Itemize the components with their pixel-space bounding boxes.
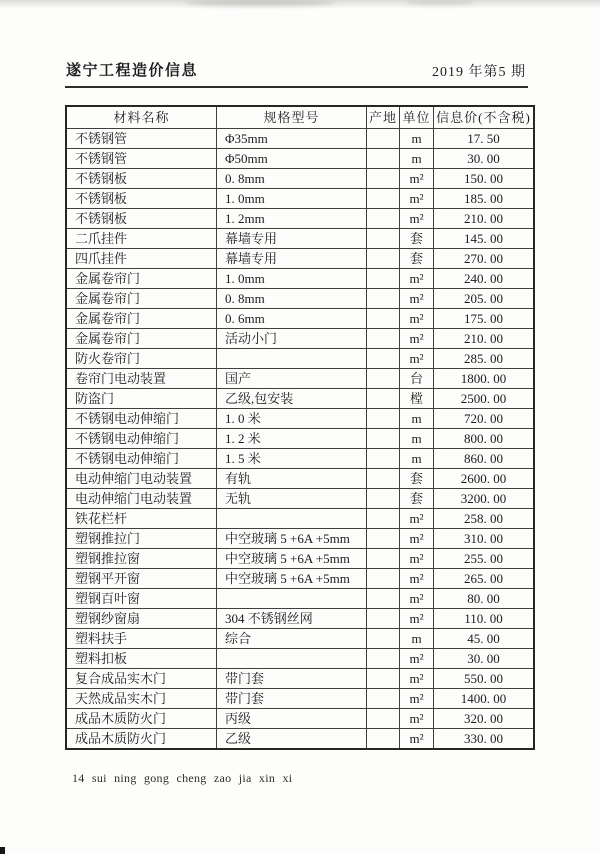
cell-price: 255. 00 — [434, 549, 535, 569]
cell-spec: 带门套 — [217, 689, 367, 709]
cell-spec: 304 不锈钢丝网 — [217, 609, 367, 629]
cell-unit: m² — [400, 189, 434, 209]
cell-origin — [367, 149, 400, 169]
cell-name: 不锈钢电动伸缩门 — [66, 409, 217, 429]
page-title: 遂宁工程造价信息 — [66, 63, 199, 79]
cell-unit: 套 — [400, 469, 434, 489]
table-row — [66, 249, 534, 269]
cell-spec: 综合 — [217, 629, 367, 649]
column-header-material-name: 材料名称 — [66, 106, 217, 129]
cell-origin — [367, 669, 400, 689]
cell-unit: m² — [400, 509, 434, 529]
table-row — [66, 409, 534, 429]
cell-origin — [367, 169, 400, 189]
cell-spec — [217, 349, 367, 369]
table-row — [66, 349, 534, 369]
cell-name: 金属卷帘门 — [66, 329, 217, 349]
column-header-unit: 单位 — [400, 106, 434, 129]
cell-origin — [367, 389, 400, 409]
issue-label: 2019 年第5 期 — [432, 65, 526, 80]
cell-spec: 中空玻璃 5 +6A +5mm — [217, 549, 367, 569]
cell-spec: 1. 2 米 — [217, 429, 367, 449]
cell-unit: m — [400, 449, 434, 469]
cell-name: 电动伸缩门电动装置 — [66, 489, 217, 509]
cell-spec: 中空玻璃 5 +6A +5mm — [217, 569, 367, 589]
cell-price: 1400. 00 — [434, 689, 535, 709]
cell-spec: 乙级 — [217, 729, 367, 750]
cell-price: 285. 00 — [434, 349, 535, 369]
cell-spec: 1. 0 米 — [217, 409, 367, 429]
material-price-table — [65, 105, 535, 750]
cell-origin — [367, 469, 400, 489]
table-row — [66, 529, 534, 549]
table-row — [66, 369, 534, 389]
cell-price: 210. 00 — [434, 209, 535, 229]
cell-unit: m² — [400, 609, 434, 629]
cell-spec: 1. 0mm — [217, 189, 367, 209]
cell-price: 2500. 00 — [434, 389, 535, 409]
cell-name: 天然成品实木门 — [66, 689, 217, 709]
cell-origin — [367, 629, 400, 649]
table-header-row — [66, 106, 534, 129]
cell-spec: 国产 — [217, 369, 367, 389]
cell-name: 不锈钢板 — [66, 169, 217, 189]
cell-origin — [367, 409, 400, 429]
cell-name: 不锈钢电动伸缩门 — [66, 449, 217, 469]
cell-spec: Φ35mm — [217, 129, 367, 149]
cell-origin — [367, 369, 400, 389]
table-body — [66, 129, 534, 750]
cell-name: 卷帘门电动装置 — [66, 369, 217, 389]
column-header-price: 信息价(不含税) — [434, 106, 535, 129]
cell-name: 金属卷帘门 — [66, 269, 217, 289]
cell-price: 720. 00 — [434, 409, 535, 429]
cell-price: 320. 00 — [434, 709, 535, 729]
cell-unit: m² — [400, 729, 434, 750]
cell-name: 塑钢推拉窗 — [66, 549, 217, 569]
table-row — [66, 269, 534, 289]
cell-unit: m² — [400, 349, 434, 369]
cell-spec: 丙级 — [217, 709, 367, 729]
cell-spec — [217, 589, 367, 609]
table-row — [66, 469, 534, 489]
cell-name: 塑钢纱窗扇 — [66, 609, 217, 629]
cell-unit: m² — [400, 669, 434, 689]
cell-spec: 带门套 — [217, 669, 367, 689]
cell-unit: m² — [400, 549, 434, 569]
cell-price: 45. 00 — [434, 629, 535, 649]
table-row — [66, 169, 534, 189]
cell-name: 电动伸缩门电动装置 — [66, 469, 217, 489]
cell-unit: m² — [400, 529, 434, 549]
cell-spec: 1. 2mm — [217, 209, 367, 229]
cell-spec: 0. 8mm — [217, 289, 367, 309]
cell-name: 二爪挂件 — [66, 229, 217, 249]
cell-price: 258. 00 — [434, 509, 535, 529]
cell-name: 塑料扶手 — [66, 629, 217, 649]
cell-name: 金属卷帘门 — [66, 309, 217, 329]
table-row — [66, 629, 534, 649]
cell-origin — [367, 509, 400, 529]
cell-spec: 0. 6mm — [217, 309, 367, 329]
cell-price: 175. 00 — [434, 309, 535, 329]
cell-unit: 台 — [400, 369, 434, 389]
cell-price: 860. 00 — [434, 449, 535, 469]
cell-origin — [367, 589, 400, 609]
cell-origin — [367, 229, 400, 249]
cell-origin — [367, 429, 400, 449]
scan-smudge — [405, 0, 475, 5]
table-row — [66, 669, 534, 689]
cell-spec: 乙级,包安装 — [217, 389, 367, 409]
table-row — [66, 569, 534, 589]
cell-origin — [367, 269, 400, 289]
cell-unit: m — [400, 129, 434, 149]
cell-name: 不锈钢管 — [66, 129, 217, 149]
cell-price: 330. 00 — [434, 729, 535, 750]
cell-name: 金属卷帘门 — [66, 289, 217, 309]
table-row — [66, 209, 534, 229]
scan-smudge — [185, 0, 335, 6]
cell-spec: 中空玻璃 5 +6A +5mm — [217, 529, 367, 549]
table-header — [66, 106, 534, 129]
cell-price: 1800. 00 — [434, 369, 535, 389]
cell-unit: 套 — [400, 229, 434, 249]
cell-origin — [367, 249, 400, 269]
cell-origin — [367, 689, 400, 709]
table-row — [66, 449, 534, 469]
table-row — [66, 609, 534, 629]
cell-name: 四爪挂件 — [66, 249, 217, 269]
cell-name: 成品木质防火门 — [66, 709, 217, 729]
header-divider — [65, 86, 528, 88]
cell-price: 30. 00 — [434, 149, 535, 169]
table-row — [66, 509, 534, 529]
table-row — [66, 389, 534, 409]
cell-name: 不锈钢板 — [66, 189, 217, 209]
cell-origin — [367, 569, 400, 589]
cell-unit: m² — [400, 269, 434, 289]
cell-price: 2600. 00 — [434, 469, 535, 489]
cell-name: 防盗门 — [66, 389, 217, 409]
cell-origin — [367, 289, 400, 309]
scan-corner-mark — [0, 847, 5, 854]
cell-price: 145. 00 — [434, 229, 535, 249]
table-row — [66, 729, 534, 750]
cell-price: 185. 00 — [434, 189, 535, 209]
cell-spec: 有轨 — [217, 469, 367, 489]
cell-spec: 幕墙专用 — [217, 229, 367, 249]
cell-unit: m — [400, 629, 434, 649]
cell-origin — [367, 329, 400, 349]
table-row — [66, 149, 534, 169]
cell-origin — [367, 189, 400, 209]
cell-origin — [367, 209, 400, 229]
cell-unit: m² — [400, 309, 434, 329]
cell-unit: m² — [400, 569, 434, 589]
cell-price: 210. 00 — [434, 329, 535, 349]
cell-spec — [217, 509, 367, 529]
cell-origin — [367, 729, 400, 750]
cell-unit: 套 — [400, 489, 434, 509]
table-row — [66, 329, 534, 349]
cell-name: 成品木质防火门 — [66, 729, 217, 750]
cell-origin — [367, 649, 400, 669]
cell-spec: 幕墙专用 — [217, 249, 367, 269]
cell-origin — [367, 489, 400, 509]
cell-unit: m² — [400, 209, 434, 229]
cell-unit: m — [400, 429, 434, 449]
cell-price: 800. 00 — [434, 429, 535, 449]
cell-price: 265. 00 — [434, 569, 535, 589]
cell-spec: 活动小门 — [217, 329, 367, 349]
cell-name: 塑钢推拉门 — [66, 529, 217, 549]
table-row — [66, 129, 534, 149]
cell-price: 550. 00 — [434, 669, 535, 689]
cell-price: 310. 00 — [434, 529, 535, 549]
cell-price: 80. 00 — [434, 589, 535, 609]
table-row — [66, 309, 534, 329]
cell-origin — [367, 129, 400, 149]
cell-unit: m² — [400, 169, 434, 189]
cell-price: 3200. 00 — [434, 489, 535, 509]
cell-name: 塑钢平开窗 — [66, 569, 217, 589]
cell-unit: m² — [400, 709, 434, 729]
cell-unit: 樘 — [400, 389, 434, 409]
cell-unit: m² — [400, 649, 434, 669]
cell-spec: Φ50mm — [217, 149, 367, 169]
cell-origin — [367, 709, 400, 729]
cell-price: 205. 00 — [434, 289, 535, 309]
cell-unit: m² — [400, 589, 434, 609]
table-row — [66, 649, 534, 669]
table-row — [66, 709, 534, 729]
cell-unit: m — [400, 149, 434, 169]
cell-origin — [367, 449, 400, 469]
table-row — [66, 229, 534, 249]
cell-name: 防火卷帘门 — [66, 349, 217, 369]
cell-name: 复合成品实木门 — [66, 669, 217, 689]
cell-spec: 1. 0mm — [217, 269, 367, 289]
column-header-origin: 产地 — [367, 106, 400, 129]
cell-price: 110. 00 — [434, 609, 535, 629]
table-row — [66, 189, 534, 209]
cell-price: 240. 00 — [434, 269, 535, 289]
table-row — [66, 689, 534, 709]
cell-spec: 1. 5 米 — [217, 449, 367, 469]
table-row — [66, 589, 534, 609]
cell-price: 30. 00 — [434, 649, 535, 669]
table-row — [66, 489, 534, 509]
cell-spec: 无轨 — [217, 489, 367, 509]
cell-origin — [367, 529, 400, 549]
table-row — [66, 289, 534, 309]
cell-unit: m² — [400, 329, 434, 349]
column-header-specification: 规格型号 — [217, 106, 367, 129]
cell-price: 17. 50 — [434, 129, 535, 149]
cell-name: 塑钢百叶窗 — [66, 589, 217, 609]
page-number-footer: 14 sui ning gong cheng zao jia xin xi — [72, 771, 293, 785]
cell-name: 不锈钢板 — [66, 209, 217, 229]
cell-origin — [367, 349, 400, 369]
cell-origin — [367, 309, 400, 329]
cell-spec — [217, 649, 367, 669]
cell-unit: m² — [400, 689, 434, 709]
cell-name: 塑料扣板 — [66, 649, 217, 669]
cell-price: 270. 00 — [434, 249, 535, 269]
cell-name: 不锈钢电动伸缩门 — [66, 429, 217, 449]
cell-origin — [367, 549, 400, 569]
table-row — [66, 549, 534, 569]
cell-unit: m² — [400, 289, 434, 309]
cell-origin — [367, 609, 400, 629]
cell-unit: 套 — [400, 249, 434, 269]
cell-price: 150. 00 — [434, 169, 535, 189]
table-row — [66, 429, 534, 449]
cell-name: 铁花栏杆 — [66, 509, 217, 529]
cell-unit: m — [400, 409, 434, 429]
cell-spec: 0. 8mm — [217, 169, 367, 189]
cell-name: 不锈钢管 — [66, 149, 217, 169]
